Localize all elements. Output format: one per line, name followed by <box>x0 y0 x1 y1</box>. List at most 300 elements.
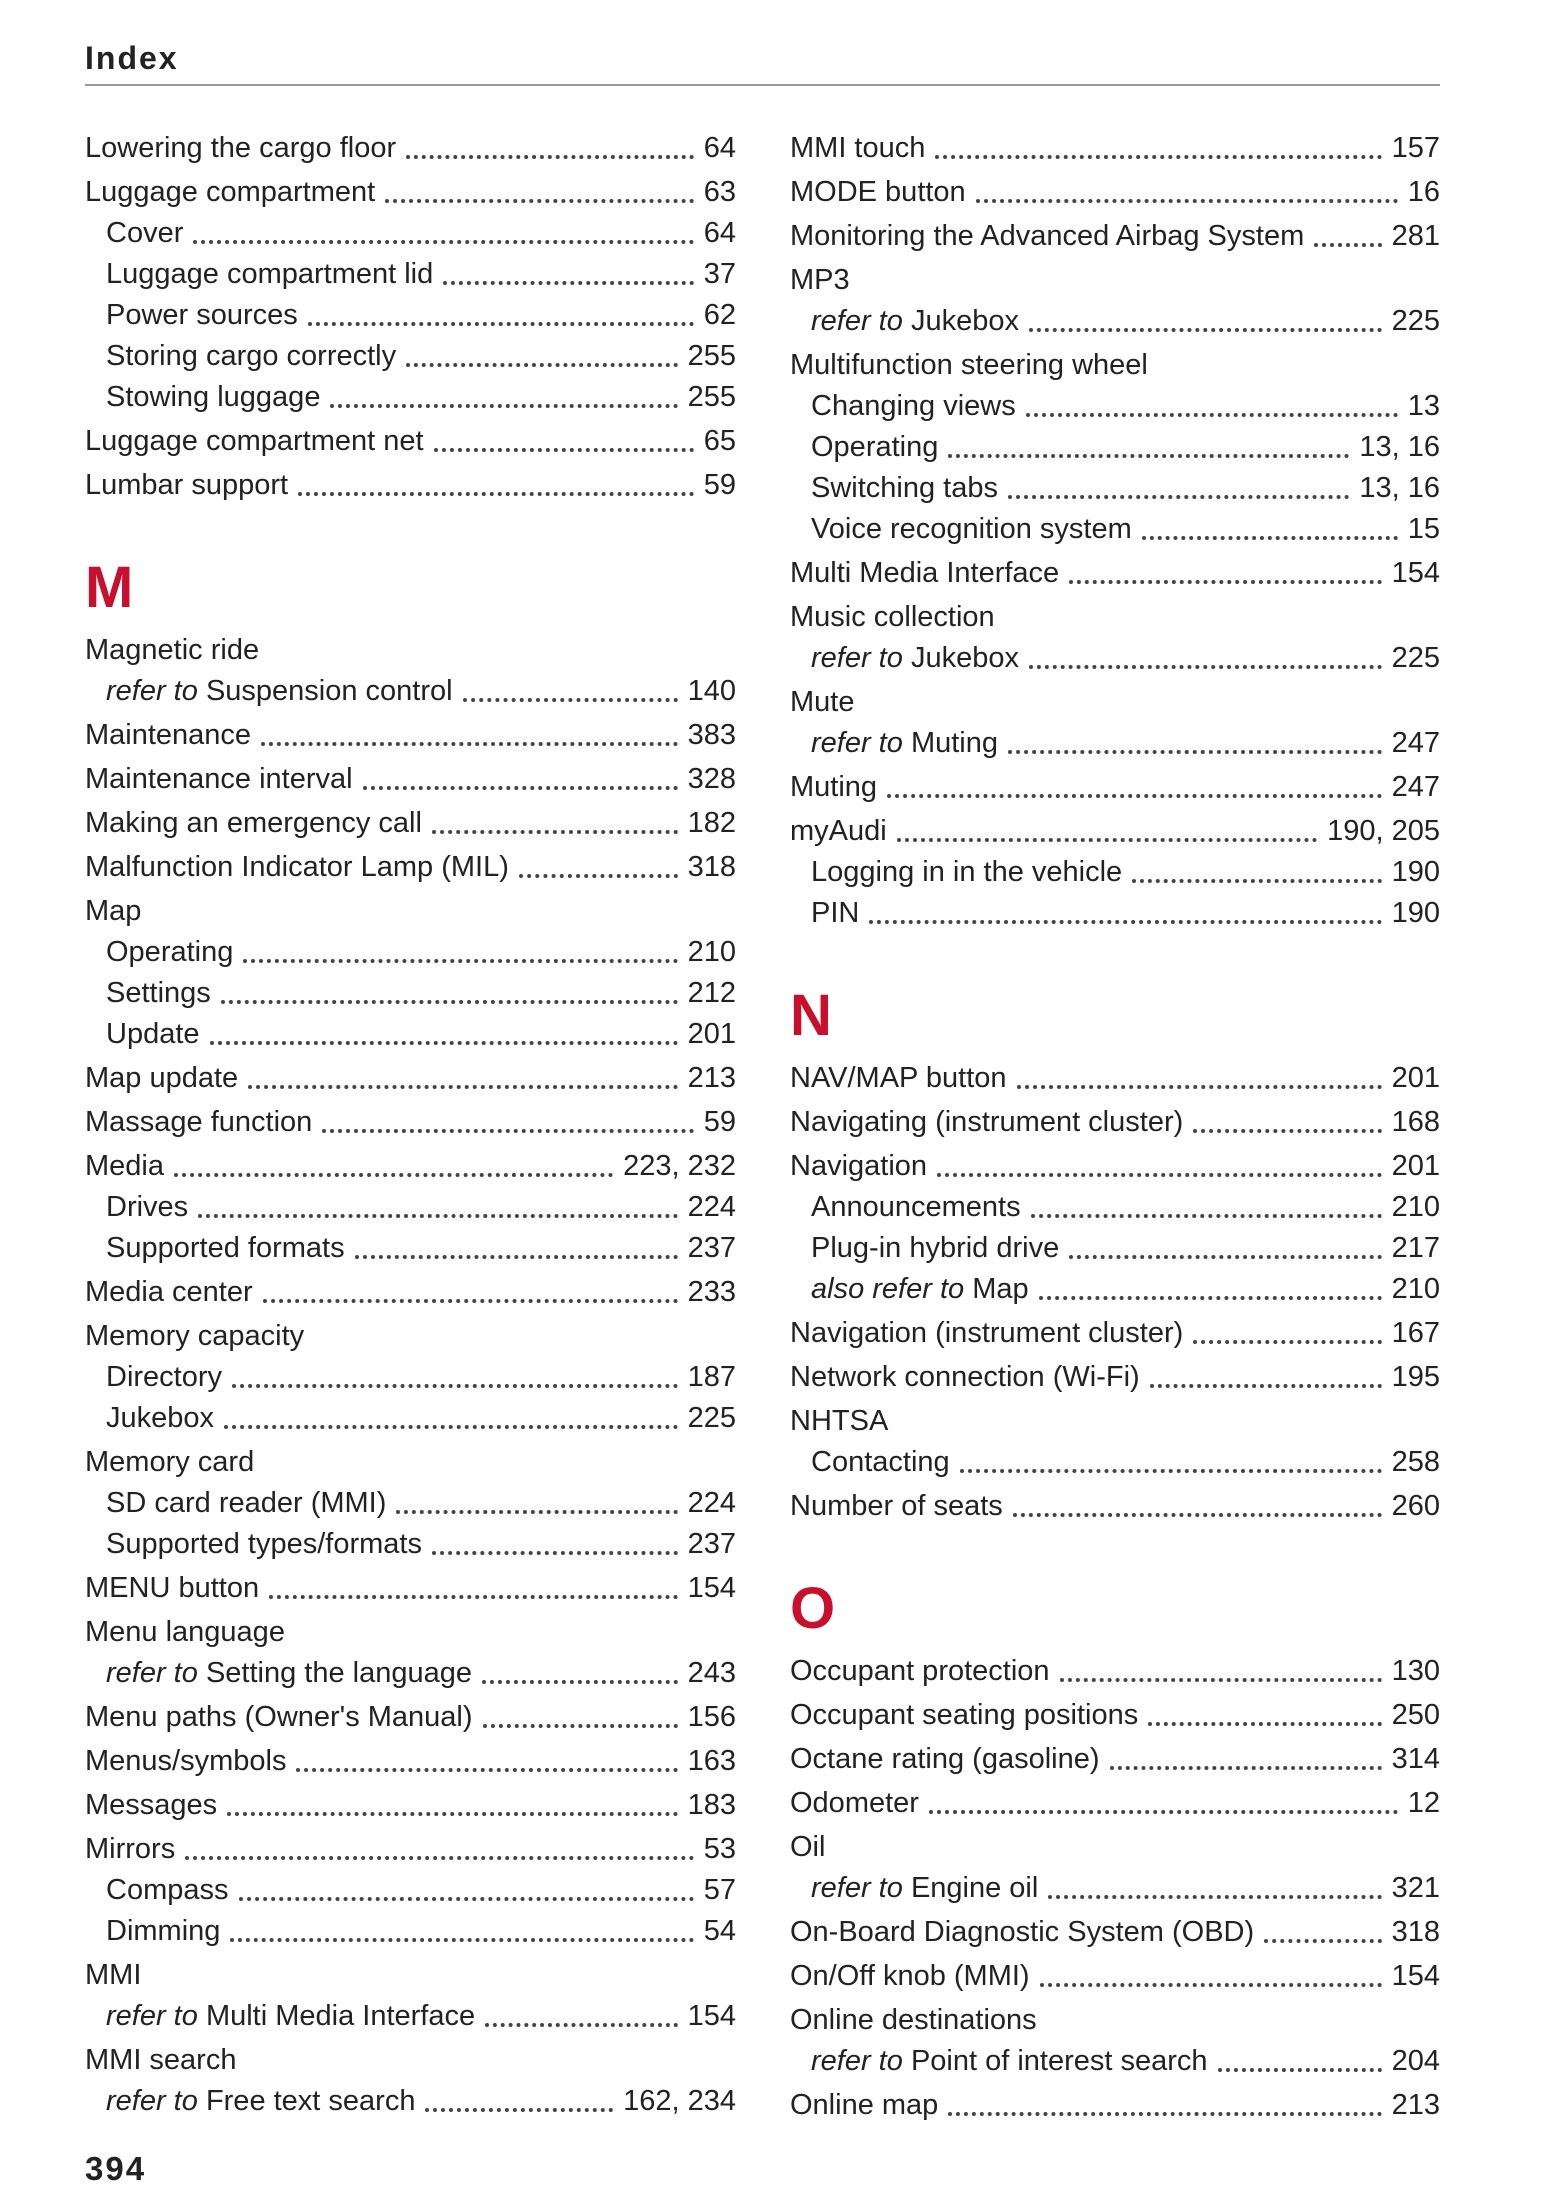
entry-page-ref: 201 <box>1391 1062 1440 1094</box>
dot-leader <box>1060 1678 1382 1682</box>
index-column-left <box>85 125 736 2122</box>
entry-term: Online map <box>790 2089 939 2121</box>
entry-term: Navigating (instrument cluster) <box>790 1106 1184 1138</box>
entry-term: Operating <box>106 936 234 968</box>
dot-leader <box>308 322 694 326</box>
entry-page-ref: 255 <box>687 381 736 413</box>
page-header-title: Index <box>85 40 179 76</box>
dot-leader <box>210 1041 678 1045</box>
index-entry <box>85 1102 736 1143</box>
entry-term: Logging in in the vehicle <box>811 856 1123 888</box>
entry-label <box>811 723 998 764</box>
entry-term: Luggage compartment net <box>85 425 424 457</box>
entry-term: Muting <box>910 727 998 759</box>
entry-page-ref: 223, 232 <box>623 1150 736 1182</box>
entry-label <box>106 973 211 1014</box>
dot-leader <box>296 1768 677 1772</box>
entry-page-ref: 243 <box>687 1657 736 1689</box>
entry-page-ref: 225 <box>1391 642 1440 674</box>
index-entry <box>790 172 1440 213</box>
index-entry <box>790 682 1440 723</box>
index-subentry <box>85 1357 736 1398</box>
entry-term: MODE button <box>790 176 966 208</box>
index-entry <box>790 1313 1440 1354</box>
entry-label <box>85 847 509 888</box>
entry-term: Power sources <box>106 299 298 331</box>
entry-label <box>790 553 1059 594</box>
entry-label <box>106 2081 415 2122</box>
dot-leader <box>1110 1766 1382 1770</box>
dot-leader <box>1031 1214 1382 1218</box>
dot-leader <box>463 698 678 702</box>
index-entry <box>85 421 736 462</box>
entry-term: Media <box>85 1150 164 1182</box>
index-entry <box>85 1442 736 1483</box>
dot-leader <box>1008 495 1349 499</box>
dot-leader <box>483 1724 678 1728</box>
entry-term: Octane rating (gasoline) <box>790 1743 1100 1775</box>
dot-leader <box>1150 1384 1382 1388</box>
entry-term: Plug-in hybrid drive <box>811 1232 1060 1264</box>
index-entry <box>790 1058 1440 1099</box>
index-entry <box>85 630 736 671</box>
entry-term: Engine oil <box>910 1872 1039 1904</box>
entry-term: SD card reader (MMI) <box>106 1487 387 1519</box>
entry-page-ref: 237 <box>687 1528 736 1560</box>
entry-term: MP3 <box>790 264 850 296</box>
dot-leader <box>1314 243 1381 247</box>
entry-label <box>106 254 433 295</box>
entry-term: Compass <box>106 1874 229 1906</box>
entry-label <box>811 468 998 509</box>
index-subentry <box>85 973 736 1014</box>
dot-leader <box>396 1510 677 1514</box>
dot-leader <box>193 240 693 244</box>
dot-leader <box>221 1000 678 1004</box>
index-subentry <box>85 1228 736 1269</box>
cross-reference-prefix: refer to <box>811 305 903 337</box>
entry-term: Online destinations <box>790 2004 1037 2036</box>
entry-term: Memory card <box>85 1446 255 1478</box>
cross-reference-prefix: refer to <box>811 2045 903 2077</box>
entry-label <box>811 427 938 468</box>
entry-label <box>106 1398 214 1439</box>
index-entry <box>85 1785 736 1826</box>
entry-term: Directory <box>106 1361 223 1393</box>
dot-leader <box>261 742 678 746</box>
entry-term: Cover <box>106 217 184 249</box>
entry-term: Music collection <box>790 601 995 633</box>
entry-label <box>85 1785 217 1826</box>
entry-term: Menu paths (Owner's Manual) <box>85 1701 473 1733</box>
entry-term: Free text search <box>205 2085 416 2117</box>
entry-label <box>85 803 422 844</box>
entry-label <box>106 1911 220 1952</box>
dot-leader <box>1132 879 1381 883</box>
entry-label <box>106 295 298 336</box>
cross-reference-prefix: also refer to <box>811 1273 965 1305</box>
entry-label <box>790 811 887 852</box>
entry-page-ref: 140 <box>687 675 736 707</box>
entry-label <box>106 671 453 712</box>
entry-term: Suspension control <box>205 675 453 707</box>
dot-leader <box>1017 1085 1382 1089</box>
entry-term: Dimming <box>106 1915 221 1947</box>
dot-leader <box>269 1595 678 1599</box>
entry-label <box>85 1058 238 1099</box>
index-entry <box>790 1102 1440 1143</box>
dot-leader <box>198 1214 677 1218</box>
entry-term: Jukebox <box>106 1402 215 1434</box>
entry-page-ref: 182 <box>687 807 736 839</box>
index-entry <box>790 1783 1440 1824</box>
index-subentry <box>85 377 736 418</box>
entry-page-ref: 237 <box>687 1232 736 1264</box>
entry-page-ref: 224 <box>687 1191 736 1223</box>
entry-term: Occupant protection <box>790 1655 1050 1687</box>
entry-term: NHTSA <box>790 1405 889 1437</box>
cross-reference-prefix: refer to <box>106 1657 198 1689</box>
entry-term: Supported types/formats <box>106 1528 422 1560</box>
entry-page-ref: 247 <box>1391 771 1440 803</box>
dot-leader <box>869 920 1381 924</box>
entry-label <box>790 597 995 638</box>
dot-leader <box>174 1173 613 1177</box>
entry-page-ref: 65 <box>703 425 736 457</box>
index-subentry <box>790 468 1440 509</box>
entry-term: Occupant seating positions <box>790 1699 1139 1731</box>
entry-page-ref: 190 <box>1391 856 1440 888</box>
index-subentry <box>790 893 1440 934</box>
entry-term: Network connection (Wi-Fi) <box>790 1361 1140 1393</box>
index-entry <box>790 767 1440 808</box>
entry-term: Switching tabs <box>811 472 998 504</box>
entry-page-ref: 59 <box>703 1106 736 1138</box>
dot-leader <box>443 281 693 285</box>
index-subentry <box>85 336 736 377</box>
index-subentry <box>85 213 736 254</box>
entry-term: Operating <box>811 431 939 463</box>
entry-label <box>790 1783 919 1824</box>
entry-label <box>811 301 1019 342</box>
entry-term: Navigation <box>790 1150 928 1182</box>
dot-leader <box>230 1938 693 1942</box>
entry-page-ref: 16 <box>1407 176 1440 208</box>
entry-term: Voice recognition system <box>811 513 1132 545</box>
index-entry <box>790 216 1440 257</box>
index-entry <box>790 1695 1440 1736</box>
dot-leader <box>976 199 1398 203</box>
entry-label <box>790 1827 825 1868</box>
entry-page-ref: 57 <box>703 1874 736 1906</box>
entry-page-ref: 210 <box>1391 1273 1440 1305</box>
index-subentry <box>85 1996 736 2037</box>
index-subentry <box>790 386 1440 427</box>
dot-leader <box>227 1812 677 1816</box>
cross-reference-prefix: refer to <box>106 2000 198 2032</box>
entry-term: Media center <box>85 1276 253 1308</box>
entry-term: Maintenance <box>85 719 252 751</box>
entry-page-ref: 212 <box>687 977 736 1009</box>
index-subentry <box>790 1868 1440 1909</box>
cross-reference-prefix: refer to <box>811 642 903 674</box>
dot-leader <box>1148 1722 1381 1726</box>
index-entry <box>85 465 736 506</box>
entry-label <box>106 1483 386 1524</box>
entry-label <box>106 1870 229 1911</box>
entry-page-ref: 195 <box>1391 1361 1440 1393</box>
index-entry <box>790 1912 1440 1953</box>
entry-term: Muting <box>790 771 878 803</box>
entry-page-ref: 225 <box>687 1402 736 1434</box>
cross-reference-prefix: refer to <box>811 727 903 759</box>
index-entry <box>790 345 1440 386</box>
dot-leader <box>330 404 677 408</box>
entry-term: MMI search <box>85 2044 237 2076</box>
entry-page-ref: 328 <box>687 763 736 795</box>
entry-page-ref: 167 <box>1391 1317 1440 1349</box>
index-entry <box>790 260 1440 301</box>
dot-leader <box>185 1856 694 1860</box>
index-entry <box>790 2085 1440 2126</box>
entry-label <box>811 1228 1059 1269</box>
entry-page-ref: 54 <box>703 1915 736 1947</box>
entry-page-ref: 383 <box>687 719 736 751</box>
entry-label <box>790 1695 1138 1736</box>
entry-label <box>85 891 141 932</box>
entry-page-ref: 260 <box>1391 1490 1440 1522</box>
entry-term: Setting the language <box>205 1657 472 1689</box>
entry-page-ref: 63 <box>703 176 736 208</box>
index-entry <box>85 803 736 844</box>
index-subentry <box>85 932 736 973</box>
entry-label <box>106 1228 345 1269</box>
index-subentry <box>790 301 1440 342</box>
index-subentry <box>85 1870 736 1911</box>
dot-leader <box>1040 1983 1382 1987</box>
entry-label <box>85 1829 175 1870</box>
dot-leader <box>425 2108 613 2112</box>
entry-label <box>790 1058 1007 1099</box>
index-entry <box>85 1568 736 1609</box>
entry-term: Menu language <box>85 1616 285 1648</box>
index-subentry <box>85 2081 736 2122</box>
entry-term: Lumbar support <box>85 469 289 501</box>
entry-label <box>85 1316 304 1357</box>
entry-page-ref: 13, 16 <box>1359 431 1440 463</box>
entry-page-ref: 187 <box>687 1361 736 1393</box>
entry-label <box>85 1741 286 1782</box>
index-subentry <box>85 1524 736 1565</box>
entry-label <box>106 377 320 418</box>
entry-term: Settings <box>106 977 211 1009</box>
entry-label <box>790 1401 888 1442</box>
entry-page-ref: 154 <box>1391 1960 1440 1992</box>
entry-label <box>811 1442 950 1483</box>
index-entry <box>790 2000 1440 2041</box>
index-entry <box>790 1651 1440 1692</box>
index-subentry <box>85 254 736 295</box>
entry-term: Monitoring the Advanced Airbag System <box>790 220 1305 252</box>
entry-term: Changing views <box>811 390 1016 422</box>
entry-page-ref: 62 <box>703 299 736 331</box>
entry-page-ref: 183 <box>687 1789 736 1821</box>
entry-label <box>790 1313 1183 1354</box>
dot-leader <box>363 786 678 790</box>
dot-leader <box>519 874 678 878</box>
index-entry <box>790 1401 1440 1442</box>
dot-leader <box>224 1425 678 1429</box>
entry-label <box>790 1651 1050 1692</box>
index-entry <box>85 128 736 169</box>
entry-page-ref: 12 <box>1407 1787 1440 1819</box>
entry-label <box>790 216 1304 257</box>
dot-leader <box>385 199 694 203</box>
index-entry <box>85 847 736 888</box>
index-subentry <box>790 1187 1440 1228</box>
entry-page-ref: 321 <box>1391 1872 1440 1904</box>
entry-term: Mirrors <box>85 1833 176 1865</box>
index-entry <box>790 597 1440 638</box>
entry-label <box>790 128 925 169</box>
entry-page-ref: 13 <box>1407 390 1440 422</box>
entry-label <box>85 630 259 671</box>
entry-label <box>811 893 859 934</box>
dot-leader <box>406 363 677 367</box>
entry-page-ref: 190 <box>1391 897 1440 929</box>
dot-leader <box>1026 413 1398 417</box>
entry-page-ref: 255 <box>687 340 736 372</box>
entry-label <box>106 1014 200 1055</box>
index-entry <box>85 759 736 800</box>
dot-leader <box>434 448 694 452</box>
entry-term: On/Off knob (MMI) <box>790 1960 1030 1992</box>
index-entry <box>85 2040 736 2081</box>
entry-label <box>811 852 1122 893</box>
index-subentry <box>85 1483 736 1524</box>
entry-page-ref: 13, 16 <box>1359 472 1440 504</box>
entry-term: MMI <box>85 1959 142 1991</box>
dot-leader <box>1029 328 1382 332</box>
entry-term: Announcements <box>811 1191 1021 1223</box>
entry-label <box>790 345 1148 386</box>
dot-leader <box>322 1129 693 1133</box>
index-subentry <box>790 723 1440 764</box>
entry-label <box>85 1146 164 1187</box>
index-entry <box>85 1697 736 1738</box>
index-subentry <box>85 1398 736 1439</box>
index-entry <box>85 1058 736 1099</box>
dot-leader <box>298 492 694 496</box>
entry-term: Massage function <box>85 1106 313 1138</box>
entry-term: Maintenance interval <box>85 763 353 795</box>
entry-term: Magnetic ride <box>85 634 260 666</box>
index-entry <box>790 1357 1440 1398</box>
index-entry <box>85 891 736 932</box>
index-subentry <box>85 1653 736 1694</box>
dot-leader <box>485 2023 678 2027</box>
index-entry <box>85 172 736 213</box>
entry-label <box>790 1357 1140 1398</box>
entry-term: Point of interest search <box>910 2045 1208 2077</box>
entry-page-ref: 157 <box>1391 132 1440 164</box>
entry-label <box>106 1187 188 1228</box>
entry-label <box>106 336 396 377</box>
dot-leader <box>1013 1513 1382 1517</box>
dot-leader <box>1264 1939 1381 1943</box>
entry-page-ref: 64 <box>703 217 736 249</box>
entry-label <box>85 128 396 169</box>
entry-label <box>811 1187 1021 1228</box>
entry-page-ref: 318 <box>1391 1916 1440 1948</box>
index-entry <box>790 1739 1440 1780</box>
entry-page-ref: 250 <box>1391 1699 1440 1731</box>
entry-page-ref: 210 <box>1391 1191 1440 1223</box>
entry-label <box>85 421 424 462</box>
entry-page-ref: 190, 205 <box>1327 815 1440 847</box>
entry-term: Map <box>85 895 142 927</box>
index-entry <box>790 1486 1440 1527</box>
entry-label <box>790 682 854 723</box>
entry-term: Multi Media Interface <box>205 2000 476 2032</box>
entry-label <box>85 2040 236 2081</box>
entry-term: myAudi <box>790 815 887 847</box>
entry-label <box>85 1612 285 1653</box>
section-letter-m: M <box>85 555 134 620</box>
index-entry <box>85 1955 736 1996</box>
index-entry <box>790 553 1440 594</box>
section-letter-n: N <box>790 983 832 1048</box>
index-subentry <box>790 852 1440 893</box>
entry-page-ref: 210 <box>687 936 736 968</box>
index-subentry <box>85 671 736 712</box>
entry-term: Oil <box>790 1831 826 1863</box>
dot-leader <box>960 1469 1382 1473</box>
entry-term: Storing cargo correctly <box>106 340 397 372</box>
entry-page-ref: 318 <box>687 851 736 883</box>
entry-label <box>790 1146 927 1187</box>
index-entry <box>85 1316 736 1357</box>
entry-term: MENU button <box>85 1572 260 1604</box>
entry-label <box>106 213 183 254</box>
entry-term: Lowering the cargo floor <box>85 132 397 164</box>
entry-page-ref: 247 <box>1391 727 1440 759</box>
entry-label <box>790 260 850 301</box>
index-entry <box>790 128 1440 169</box>
entry-term: On-Board Diagnostic System (OBD) <box>790 1916 1255 1948</box>
entry-label <box>106 932 233 973</box>
entry-term: Supported formats <box>106 1232 345 1264</box>
index-entry <box>790 1956 1440 1997</box>
entry-page-ref: 314 <box>1391 1743 1440 1775</box>
entry-label <box>106 1996 475 2037</box>
dot-leader <box>1069 580 1381 584</box>
entry-label <box>790 1912 1254 1953</box>
entry-label <box>85 1272 253 1313</box>
entry-label <box>85 1442 254 1483</box>
entry-page-ref: 213 <box>687 1062 736 1094</box>
dot-leader <box>897 838 1317 842</box>
index-entry <box>85 1741 736 1782</box>
entry-term: NAV/MAP button <box>790 1062 1007 1094</box>
dot-leader <box>887 794 1382 798</box>
entry-label <box>811 1269 1029 1310</box>
section-letter-o: O <box>790 1576 836 1641</box>
entry-page-ref: 154 <box>687 2000 736 2032</box>
entry-label <box>790 1739 1100 1780</box>
entry-page-ref: 201 <box>1391 1150 1440 1182</box>
entry-page-ref: 59 <box>703 469 736 501</box>
